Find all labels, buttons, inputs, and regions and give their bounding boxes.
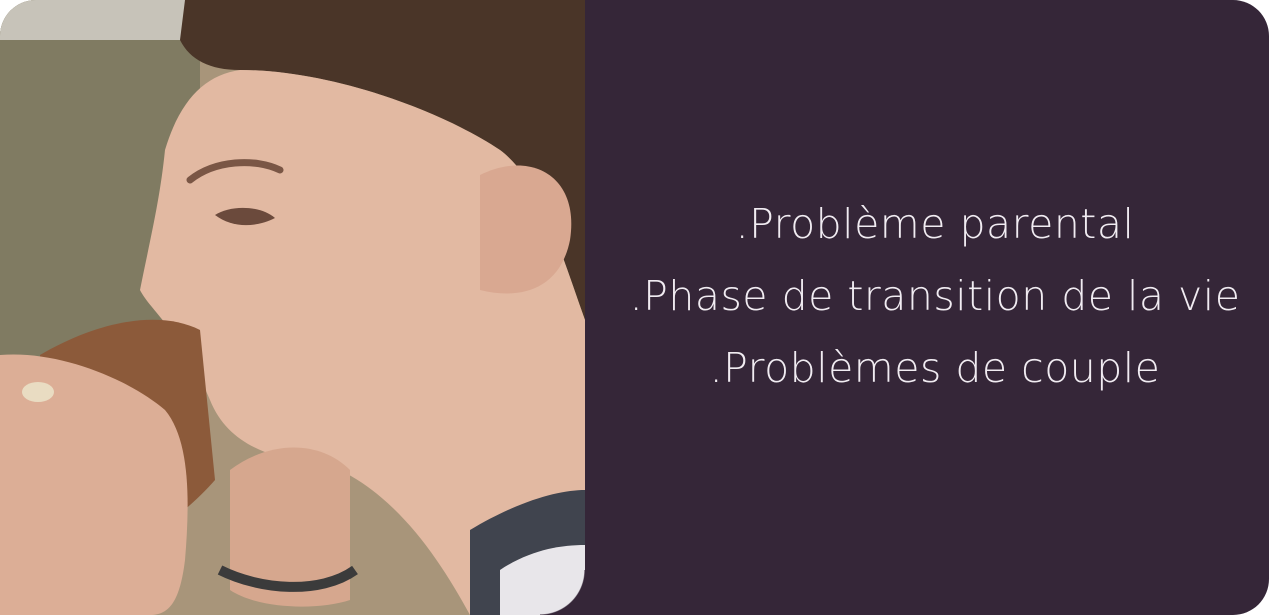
service-item-parental: .Problème parental	[735, 199, 1135, 248]
pensive-woman-photo	[0, 0, 585, 615]
service-item-life-transition: .Phase de transition de la vie	[629, 271, 1241, 320]
service-item-couple: .Problèmes de couple	[709, 343, 1161, 392]
services-panel	[585, 0, 1269, 615]
services-list	[630, 188, 1241, 404]
corner-shape	[540, 570, 585, 615]
